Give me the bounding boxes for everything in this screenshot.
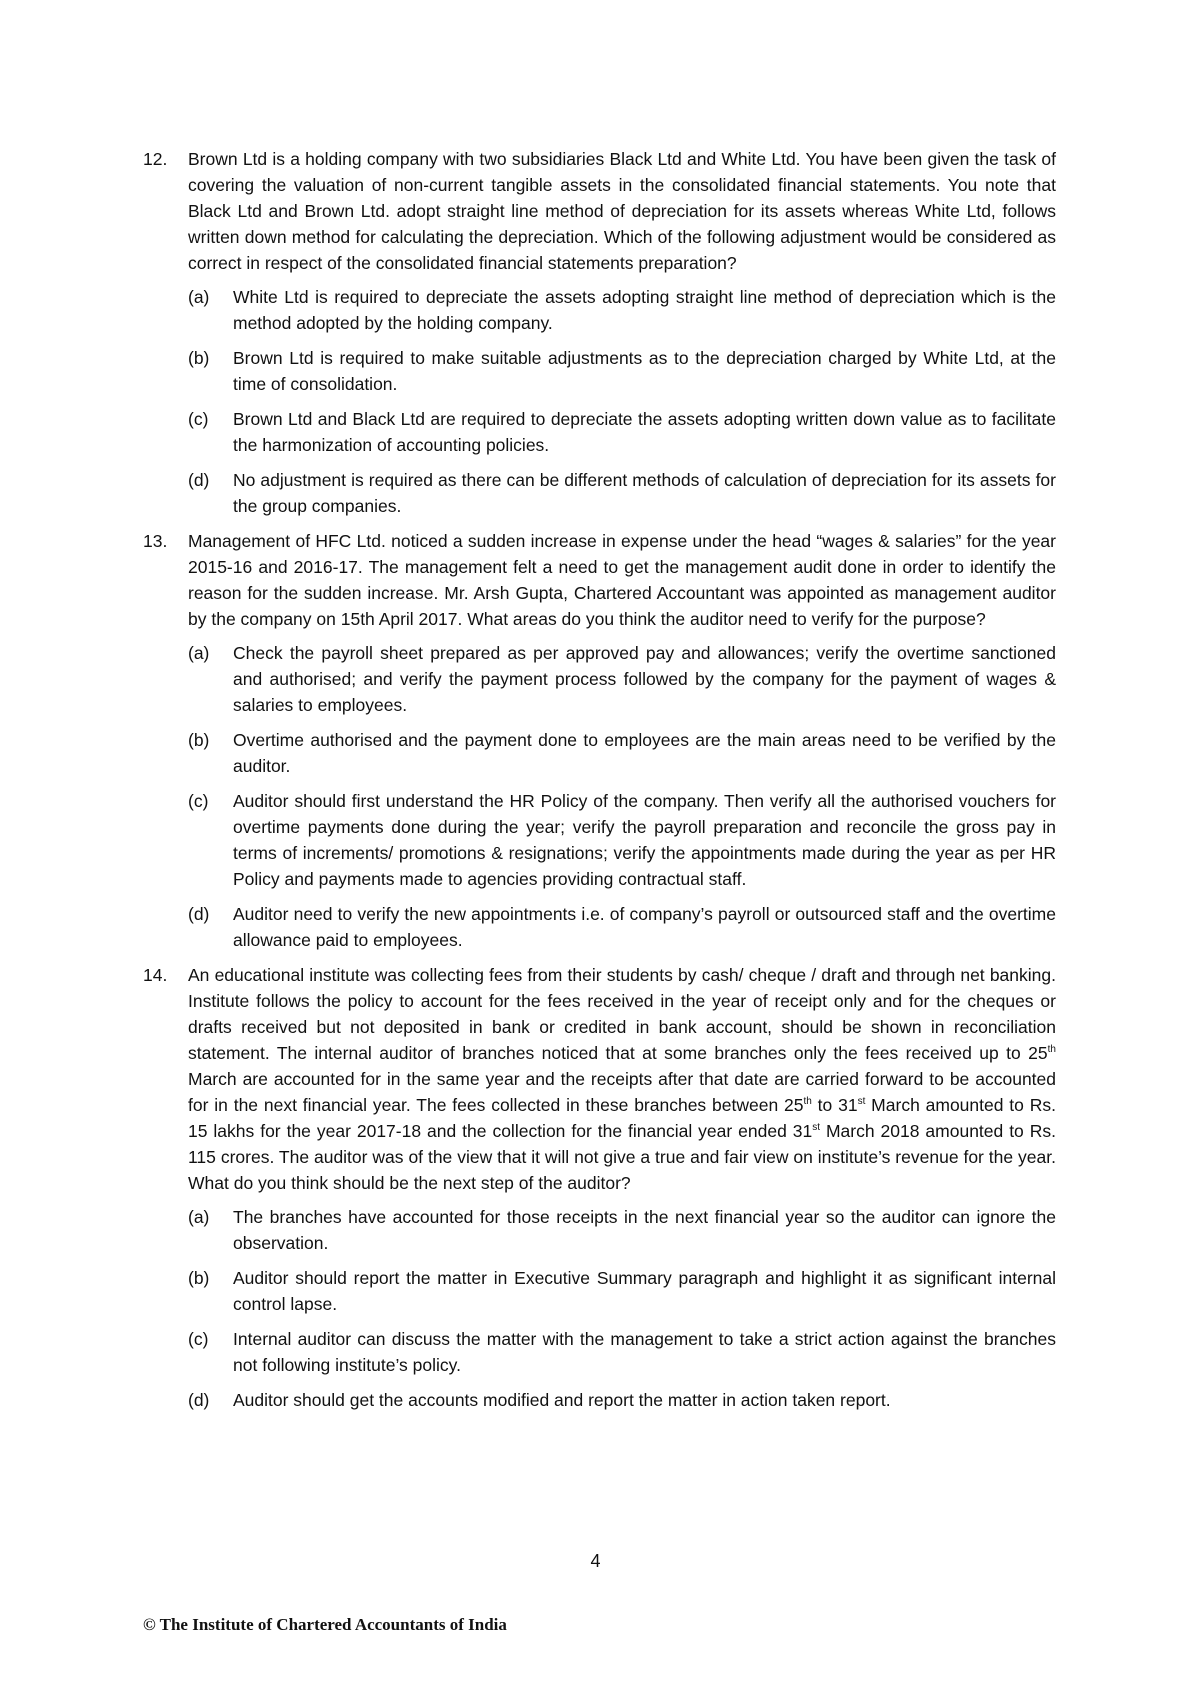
option-text: Brown Ltd and Black Ltd are required to depreciate the assets adopting written down value as to facilitate the harmonization of accounting policies. [233,409,1056,455]
option-text: Auditor should report the matter in Executive Summary paragraph and highlight it as significant internal control lapse. [233,1268,1056,1314]
ordinal-suffix: th [1047,1044,1056,1056]
question-text: Brown Ltd is a holding company with two subsidiaries Black Ltd and White Ltd. You have been given the task of covering the valuation of non-current tangible assets in the consolidated financial statements. You note that Black Ltd and Brown Ltd. adopt straight line method of depreciation for its assets whereas White Ltd, follows written down method for calculating the depreciation. Which of the following adjustment would be considered as correct in respect of the consolidated financial statements preparation? [188,149,1056,273]
question-number: 13. [143,531,168,551]
option-d [188,467,1056,519]
option-label: (c) [188,409,209,429]
option-label: (d) [188,1390,210,1410]
option-text: Check the payroll sheet prepared as per approved pay and allowances; verify the overtime sanctioned and authorised; and verify the payment process followed by the company for the payment of wages & salaries to employees. [233,643,1056,715]
text-segment: An educational institute was collecting fees from their students by cash/ cheque / draft and through net banking. Institute follows the policy to account for the fees received in the year of receipt only and for the cheques or drafts received but not deposited in bank or credited in bank account, should be shown in reconciliation statement. The internal auditor of branches noticed that at some branches only the fees received up to 25 [188,965,1056,1063]
option-a [188,640,1056,718]
option-label: (a) [188,1207,210,1227]
option-b [188,345,1056,397]
questions-list [143,146,1056,1422]
text-segment: March amounted to Rs. 15 lakhs for the year 2017-18 and the collection for the financial year ended 31 [188,1095,1056,1141]
question-options [188,1204,1056,1413]
option-d [188,1387,1056,1413]
option-c [188,788,1056,892]
text-segment: March are accounted for in the same year and the receipts after that date are carried forward to be accounted for in the next financial year. The fees collected in these branches between 25 [188,1069,1056,1115]
question-number: 14. [143,965,168,985]
question-14 [143,962,1056,1413]
option-c [188,406,1056,458]
option-text: No adjustment is required as there can be different methods of calculation of depreciation for its assets for the group companies. [233,470,1056,516]
option-c [188,1326,1056,1378]
question-options [188,640,1056,953]
option-a [188,284,1056,336]
option-label: (a) [188,287,210,307]
option-label: (c) [188,1329,209,1349]
option-label: (d) [188,470,210,490]
question-text [188,962,1056,1196]
option-label: (c) [188,791,209,811]
ordinal-suffix: st [812,1122,821,1134]
option-d [188,901,1056,953]
option-text: Auditor should get the accounts modified and report the matter in action taken report. [233,1390,891,1410]
ordinal-suffix: st [857,1096,866,1108]
option-label: (b) [188,348,210,368]
option-label: (d) [188,904,210,924]
option-b [188,1265,1056,1317]
option-text: The branches have accounted for those receipts in the next financial year so the auditor can ignore the observation. [233,1207,1056,1253]
option-label: (b) [188,730,210,750]
copyright-footer: © The Institute of Chartered Accountants of India [143,1615,507,1634]
option-label: (a) [188,643,210,663]
option-text: Overtime authorised and the payment done to employees are the main areas need to be verified by the auditor. [233,730,1056,776]
option-text: Auditor need to verify the new appointments i.e. of company’s payroll or outsourced staff and the overtime allowance paid to employees. [233,904,1056,950]
question-text: Management of HFC Ltd. noticed a sudden increase in expense under the head “wages & salaries” for the year 2015-16 and 2016-17. The management felt a need to get the management audit done in order to identify the reason for the sudden increase. Mr. Arsh Gupta, Chartered Accountant was appointed as management auditor by the company on 15th April 2017. What areas do you think the auditor need to verify for the purpose? [188,531,1056,629]
option-text: White Ltd is required to depreciate the assets adopting straight line method of depreciation which is the method adopted by the holding company. [233,287,1056,333]
question-12 [143,146,1056,519]
option-label: (b) [188,1268,210,1288]
question-number: 12. [143,149,168,169]
page-number: 4 [590,1551,601,1571]
text-segment: March 2018 amounted to Rs. 115 crores. The auditor was of the view that it will not give a true and fair view on institute’s revenue for the year. What do you think should be the next step of the auditor? [188,1121,1056,1193]
option-text: Internal auditor can discuss the matter with the management to take a strict action against the branches not following institute’s policy. [233,1329,1056,1375]
option-text: Brown Ltd is required to make suitable adjustments as to the depreciation charged by White Ltd, at the time of consolidation. [233,348,1056,394]
question-13 [143,528,1056,953]
ordinal-suffix: th [803,1096,812,1108]
text-segment: to 31 [811,1095,858,1115]
question-options [188,284,1056,519]
option-b [188,727,1056,779]
option-a [188,1204,1056,1256]
option-text: Auditor should first understand the HR Policy of the company. Then verify all the authorised vouchers for overtime payments done during the year; verify the payroll preparation and reconcile the gross pay in terms of increments/ promotions & resignations; verify the appointments made during the year as per HR Policy and payments made to agencies providing contractual staff. [233,791,1056,889]
